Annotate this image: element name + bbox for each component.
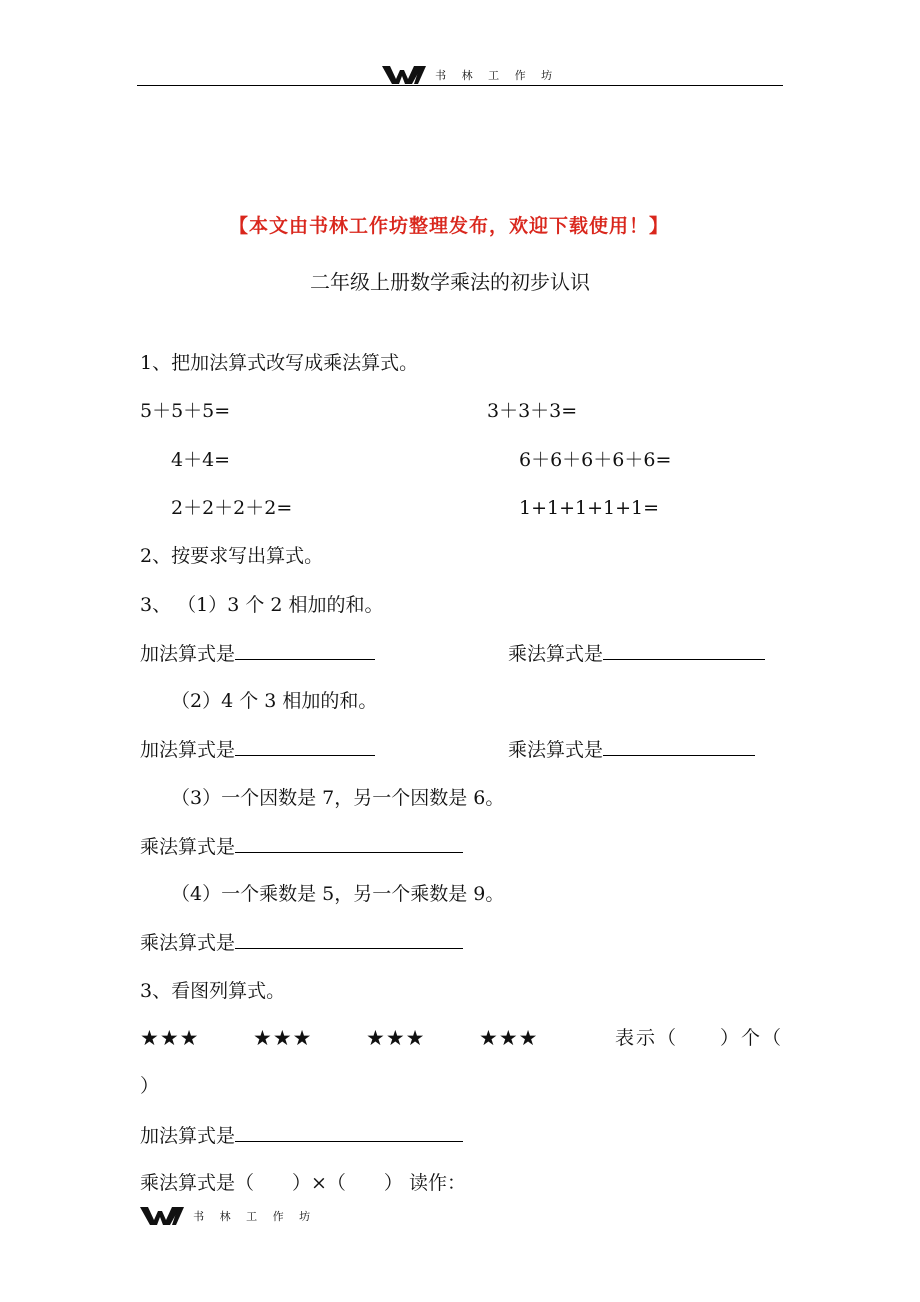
- q4-represent-close: ）: [140, 1075, 160, 1097]
- answer-blank[interactable]: [235, 1123, 463, 1142]
- page-title: 二年级上册数学乘法的初步认识: [310, 270, 590, 294]
- q4-mul-line: 乘法算式是（ ）×（ ） 读作：: [140, 1172, 466, 1194]
- answer-blank[interactable]: [603, 641, 765, 660]
- q1-item: 6＋6＋6＋6＋6=: [519, 449, 672, 471]
- q3-sub3: （3）一个因数是 7，另一个因数是 6。: [171, 787, 505, 809]
- q1-heading: 1、把加法算式改写成乘法算式。: [140, 352, 419, 374]
- q3-1-add-row: [140, 641, 375, 666]
- q4-add-row: [140, 1123, 463, 1148]
- answer-blank[interactable]: [235, 737, 375, 756]
- answer-blank[interactable]: [235, 834, 463, 853]
- q4-heading: 3、看图列算式。: [140, 980, 286, 1002]
- star-group: ★★★: [479, 1026, 539, 1050]
- q3-1-mul-row: [508, 641, 765, 666]
- mul-label: 乘法算式是: [140, 836, 236, 858]
- header-logo: [382, 64, 558, 85]
- q1-item: 1+1+1+1+1=: [519, 497, 660, 519]
- answer-blank[interactable]: [235, 930, 463, 949]
- q1-item: 4＋4=: [171, 449, 231, 471]
- q3-sub4: （4）一个乘数是 5，另一个乘数是 9。: [171, 883, 505, 905]
- add-label: 加法算式是: [140, 1125, 236, 1147]
- logo-w-icon: [382, 65, 426, 85]
- mul-label: 乘法算式是: [140, 932, 236, 954]
- q1-item: 2＋2＋2＋2=: [171, 497, 293, 519]
- answer-blank[interactable]: [235, 641, 375, 660]
- star-group: ★★★: [253, 1026, 313, 1050]
- q3-2-mul-row: [508, 737, 755, 762]
- mul-label: 乘法算式是: [508, 739, 604, 761]
- star-group: ★★★: [140, 1026, 200, 1050]
- q3-sub2: （2）4 个 3 相加的和。: [171, 690, 378, 712]
- q1-item: 3＋3＋3=: [487, 400, 578, 422]
- answer-blank[interactable]: [603, 737, 755, 756]
- footer-brand: 书 林 工 作 坊: [193, 1209, 317, 1223]
- q1-item: 5＋5＋5=: [140, 400, 231, 422]
- promo-banner: 【本文由书林工作坊整理发布，欢迎下载使用！】: [229, 215, 670, 237]
- q3-4-mul-row: [140, 930, 463, 955]
- header-brand: 书 林 工 作 坊: [435, 68, 559, 82]
- q3-2-add-row: [140, 737, 375, 762]
- q4-represent: 表示（ ）个（: [615, 1027, 784, 1049]
- footer-logo: [140, 1205, 316, 1226]
- q3-heading: 3、 （1）3 个 2 相加的和。: [140, 594, 384, 616]
- q3-3-mul-row: [140, 834, 463, 859]
- add-label: 加法算式是: [140, 643, 236, 665]
- star-group: ★★★: [366, 1026, 426, 1050]
- add-label: 加法算式是: [140, 739, 236, 761]
- header-rule: [137, 85, 783, 86]
- logo-w-icon: [140, 1206, 184, 1226]
- mul-label: 乘法算式是: [508, 643, 604, 665]
- q2-heading: 2、按要求写出算式。: [140, 545, 324, 567]
